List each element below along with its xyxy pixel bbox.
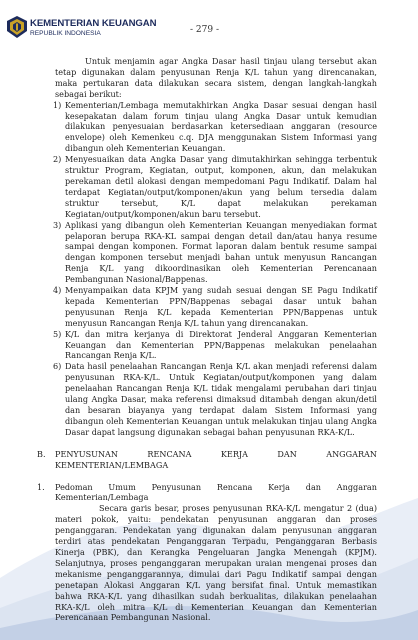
page-number: - 279 - [190, 25, 219, 35]
list-item-number: 3) [53, 219, 62, 230]
list-item-text: Kementerian/Lembaga memutakhirkan Angka Dasar sesuai dengan hasil kesepakatan dalam forum tinjau ulang Angka Dasar untuk kemudian dilakukan penyesuaian berdasarkan ketersediaan anggaran (resource envelope) oleh Kemenkeu c.q. DJA menggunakan Sistem Informasi yang dibangun oleh Kementerian Keuangan. [65, 99, 377, 154]
list-item-number: 1) [53, 99, 62, 110]
list-item-text: Menyampaikan data KPJM yang sudah sesuai dengan SE Pagu Indikatif kepada Kementerian PPN/Bappenas sebagai dasar untuk bahan penyusunan Renja K/L kepada Kementerian PPN/Bappenas untuk menyusun Rancangan Renja K/L tahun yang direncanakan. [65, 285, 377, 328]
list-item-number: 5) [53, 328, 62, 339]
heading-word: KERJA [220, 448, 248, 459]
steps-list [0, 100, 418, 438]
heading-word: Rencana [216, 481, 253, 492]
heading-word: Anggaran [336, 481, 377, 492]
list-item-text: Aplikasi yang dibangun oleh Kementerian Keuangan menyediakan format pelaporan berupa RKA-KL sampai dengan detail dan/atau hanya resume sampai dengan komponen. Format laporan dalam bentuk resume sampai dengan komponen tersebut menjadi bahan untuk menyusun Rancangan Renja K/L yang dikoordinasikan oleh Kementerian Perencanaan Pembangunan Nasional/Bappenas. [65, 219, 377, 285]
heading-word: DAN [277, 448, 297, 459]
section-heading-line-2: KEMENTERIAN/LEMBAGA [55, 459, 169, 470]
list-item [0, 220, 418, 285]
list-item [0, 154, 418, 219]
ministry-name: KEMENTERIAN KEUANGAN [30, 18, 157, 29]
list-item [0, 361, 418, 437]
ministry-emblem-icon [7, 16, 27, 38]
heading-word: Pedoman [55, 481, 93, 492]
intro-paragraph: Untuk menjamin agar Angka Dasar hasil tinjau ulang tersebut akan tetap digunakan dalam penyusunan Renja K/L tahun yang direncanakan, maka pertukaran data dilakukan secara sistem, dengan langkah-langkah sebagai berikut: [55, 56, 377, 99]
list-item-text: Menyesuaikan data Angka Dasar yang dimutakhirkan sehingga terbentuk struktur Program, Kegiatan, output, komponen, akun, dan melakukan perekaman detil alokasi dengan mempedomani Pagu Indikatif. Dalam hal terdapat Kegiatan/output/komponen/akun yang belum tersedia dalam struktur tersebut, K/L dapat melakukan perekaman Kegiatan/output/komponen/akun baru tersebut. [65, 154, 377, 219]
subsection-number: 1. [37, 481, 45, 492]
list-item-number: 2) [53, 154, 62, 165]
section-heading-line-1 [55, 449, 377, 460]
list-item-text: K/L dan mitra kerjanya di Direktorat Jenderal Anggaran Kementerian Keuangan dan Kementerian PPN/Bappenas melakukan penelaahan Rancangan Renja K/L. [65, 328, 377, 361]
heading-word: Kerja [268, 481, 290, 492]
subsection-heading-line-2: Kementerian/Lembaga [55, 492, 149, 503]
list-item-number: 6) [53, 361, 62, 372]
list-item [0, 285, 418, 329]
heading-word: RENCANA [147, 448, 192, 459]
heading-word: PENYUSUNAN [55, 448, 118, 459]
list-item [0, 100, 418, 155]
list-item [0, 329, 418, 362]
document-header [0, 0, 418, 48]
subsection-1-heading [0, 482, 418, 504]
list-item-number: 4) [53, 285, 62, 296]
heading-word: dan [305, 481, 321, 492]
section-b-heading [0, 449, 418, 471]
subsection-1-body: Secara garis besar, proses penyusunan RKA-K/L mengatur 2 (dua) materi pokok, yaitu: pendekatan penyusunan anggaran dan proses penganggaran. Pendekatan yang digunakan dalam penyusunan anggaran terdiri atas pendekatan Penganggaran Terpadu, Penganggaran Berbasis Kinerja (PBK), dan Kerangka Pengeluaran Jangka Menengah (KPJM). Selanjutnya, proses penganggaran merupakan uraian mengenai proses dan mekanisme penganggarannya, dimulai dari Pagu Indikatif sampai dengan penetapan Alokasi Anggaran K/L yang bersifat final. Untuk memastikan bahwa RKA-K/L yang dihasilkan sudah berkualitas, dilakukan penelaahan RKA-K/L oleh mitra K/L di Kementerian Keuangan dan Kementerian Perencanaan Pembangunan Nasional. [55, 503, 377, 623]
republic-name: REPUBLIK INDONESIA [30, 30, 101, 37]
section-letter: B. [37, 448, 46, 459]
subsection-heading-line-1 [55, 482, 377, 493]
page-content [0, 56, 418, 623]
heading-word: ANGGARAN [326, 448, 377, 459]
heading-word: Penyusunan [151, 481, 202, 492]
heading-word: Umum [108, 481, 136, 492]
list-item-text: Data hasil penelaahan Rancangan Renja K/L akan menjadi referensi dalam penyusunan RKA-K/L. Untuk Kegiatan/output/komponen yang dalam penelaahan Rancangan Renja K/L tidak mengalami perubahan dari tinjau ulang Angka Dasar, maka referensi dimaksud ditambah dengan akun/detil dan besaran biayanya yang terdapat dalam Sistem Informasi yang dibangun oleh Kementerian Keuangan untuk melakukan tinjau ulang Angka Dasar dapat langsung digunakan sebagai bahan penyusunan RKA-K/L. [65, 361, 377, 437]
